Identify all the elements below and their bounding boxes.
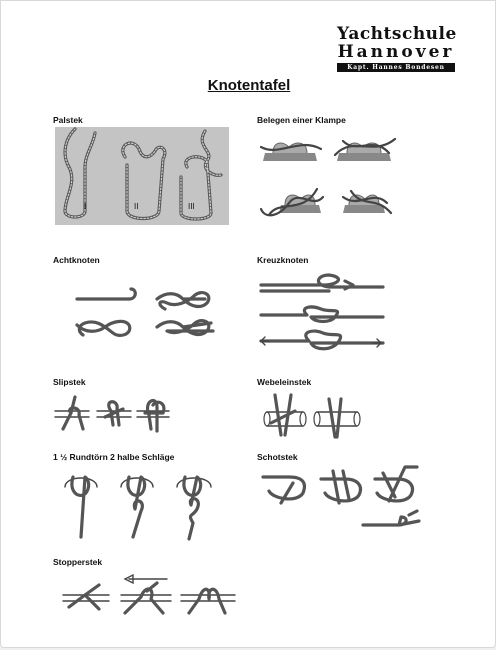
label-kreuzknoten: Kreuzknoten (257, 255, 309, 265)
sheet-bend-illustration (259, 463, 431, 535)
school-logo (337, 25, 455, 72)
palstek-illustration (55, 127, 229, 225)
logo-tagline: Kapt. Hannes Bondesen (337, 63, 455, 72)
label-schotstek: Schotstek (257, 452, 298, 462)
palstek-step-2: II (134, 202, 139, 211)
label-slipstek: Slipstek (53, 377, 86, 387)
rolling-hitch-illustration (59, 573, 239, 617)
label-stopperstek: Stopperstek (53, 557, 103, 567)
palstek-step-3: III (188, 202, 195, 211)
label-palstek: Palstek (53, 115, 83, 125)
reef-knot-illustration (259, 271, 387, 353)
label-rundtoern: 1 ½ Rundtörn 2 halbe Schläge (53, 452, 175, 462)
round-turn-illustration (61, 467, 221, 545)
logo-school-word: Yachtschule (337, 24, 457, 44)
label-webeleinstek: Webeleinstek (257, 377, 312, 387)
label-achtknoten: Achtknoten (53, 255, 100, 265)
page-title: Knotentafel (207, 77, 291, 94)
clove-hitch-illustration (259, 391, 363, 439)
logo-city-word: Hannover (337, 42, 455, 62)
slip-knot-illustration (53, 395, 171, 435)
label-belegen-klampe: Belegen einer Klampe (257, 115, 346, 125)
palstek-step-1: I (84, 202, 87, 211)
cleat-illustration (259, 127, 399, 223)
figure-eight-illustration (73, 285, 223, 351)
